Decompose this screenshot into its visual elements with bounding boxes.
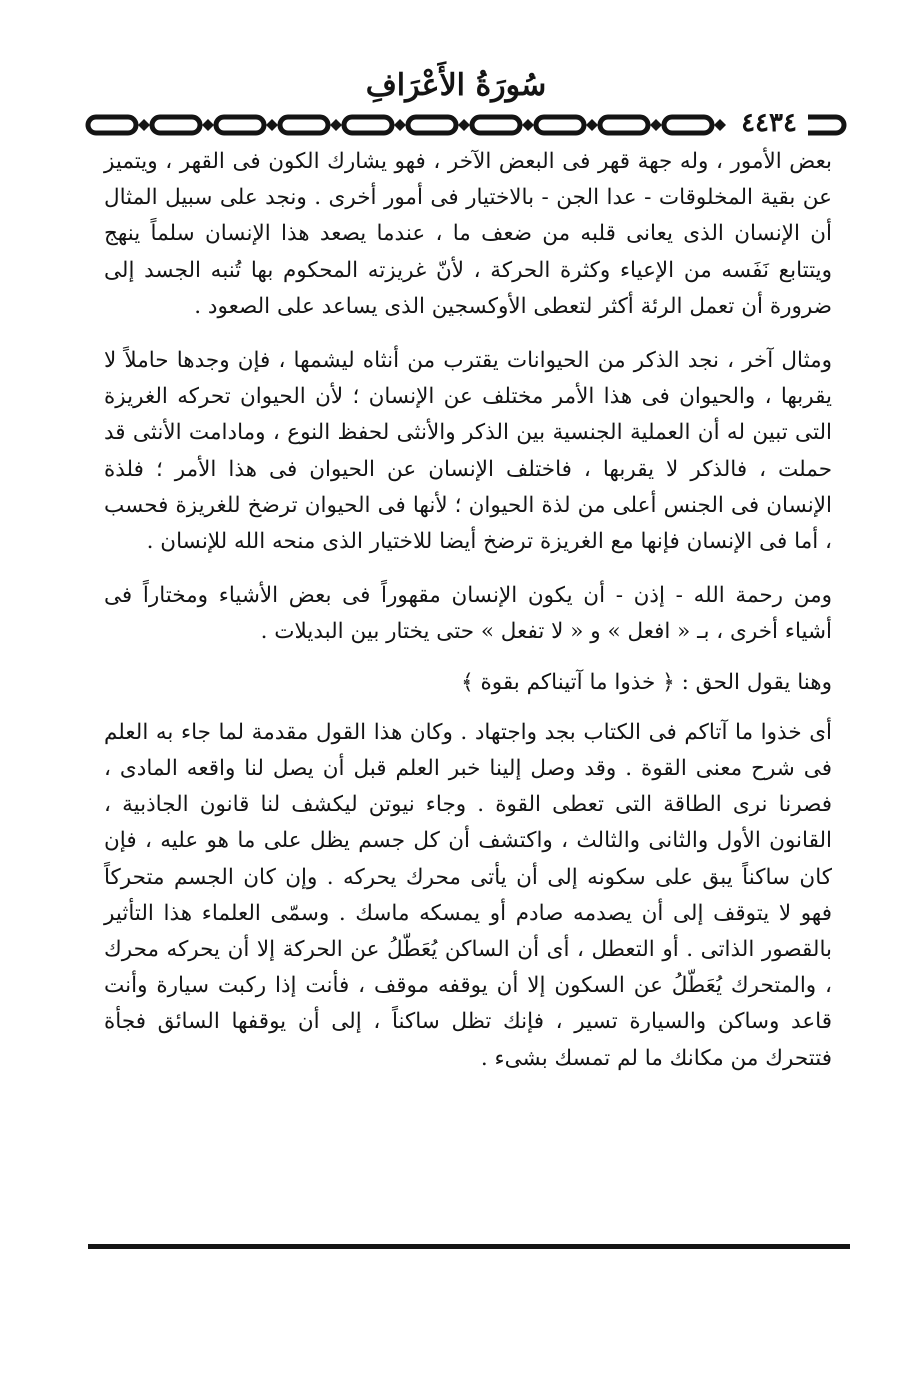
page-content [104,144,832,1095]
paragraph: ومثال آخر ، نجد الذكر من الحيوانات يقترب من أنثاه ليشمها ، فإن وجدها حاملاً لا يقربها ، والحيوان فى هذا الأمر مختلف عن الإنسان ؛ لأن الحيوان تحركه الغريزة التى تبين له أن العملية الجنسية بين الذكر والأنثى لحفظ النوع ، ومادامت الأنثى قد حملت ، فالذكر لا يقربها ، فاختلف الإنسان عن الحيوان فى هذا الأمر ؛ فلذة الإنسان فى الجنس أعلى من لذة الحيوان ؛ لأنها فى الحيوان ترضخ للغريزة فحسب ، أما فى الإنسان فإنها مع الغريزة ترضخ أيضا للاختيار الذى منحه الله للإنسان . [104,348,832,555]
surah-title: سُورَةُ الأَعْرَافِ [365,68,547,103]
paragraph: ومن رحمة الله - إذن - أن يكون الإنسان مقهوراً فى بعض الأشياء ومختاراً فى أشياء أخرى ، بـ « افعل » و « لا تفعل » حتى يختار بين البديلات . [104,583,832,645]
page-number: ٤٤٣٤ [730,106,808,140]
paragraph: أى خذوا ما آتاكم فى الكتاب بجد واجتهاد . وكان هذا القول مقدمة لما جاء به العلم فى شرح معنى القوة . وقد وصل إلينا خبر العلم قبل أن يصل لنا واقعه المادى ، فصرنا نرى الطاقة التى تعطى القوة . وجاء نيوتن ليكشف لنا قانون الجاذبية ، القانون الأول والثانى والثالث ، واكتشف أن كل جسم يظل على ما هو عليه ، فإن كان ساكناً يبق على سكونه إلى أن يأتى محرك يحركه . وإن كان الجسم متحركاً فهو لا يتوقف إلى أن يصدمه صادم أو يمسكه ماسك . وسمّى العلماء هذا التأثير بالقصور الذاتى . أو التعطل ، أى أن الساكن يُعَطّلُ عن الحركة إلا أن يحركه محرك ، والمتحرك يُعَطّلُ عن السكون إلا أن يوقفه موقف ، فأنت إذا ركبت سيارة وأنت قاعد وساكن والسيارة تسير ، فإنك تظل ساكناً ، إلى أن يوقفها السائق فجأة فتتحرك من مكانك ما لم تمسك بشىء . [104,719,832,1071]
footer-rule [88,1244,850,1249]
paragraph: بعض الأمور ، وله جهة قهر فى البعض الآخر ، فهو يشارك الكون فى القهر ، ويتميز عن بقية المخلوقات - عدا الجن - بالاختيار فى أمور أخرى . ونجد على سبيل المثال أن الإنسان الذى يعانى قلبه من ضعف ما ، عندما يصعد هذا الإنسان سلماً ينهج ويتتابع نَفَسه من الإعياء وكثرة الحركة ، لأنّ غريزته المحكوم بها تُنبه الجسد إلى ضرورة أن تعمل الرئة أكثر لتعطى الأوكسجين الذى يساعد على الصعود . [104,149,832,319]
verse-quote: وهنا يقول الحق : ﴿ خذوا ما آتيناكم بقوة ﴾ [461,669,832,695]
